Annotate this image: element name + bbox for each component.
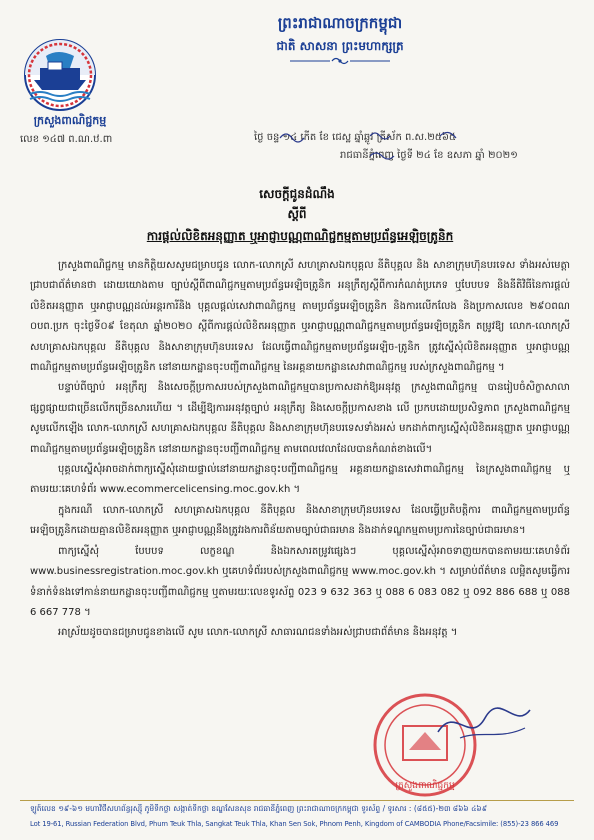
paragraph-6: អាស្រ័យដូចបានជម្រាបជូនខាងលើ សូម លោក-លោកស្រី សាធារណជនទាំងអស់ជ្រាបជាព័ត៌មាន និងអនុវត្ត ។ bbox=[58, 627, 458, 639]
paragraph-4: ក្នុងករណី លោក-លោកស្រី សហគ្រាសឯកបុគ្គល នីតិបុគ្គល និងសាខាក្រុមហ៊ុនបរទេស ដែលធ្វើប្រតិបត្តិការ ពាណិជ្ជកម្មតាមប្រព័ន្ធអេឡិចត្រូនិកដោយគ្មានលិខិតអនុញ្ញាត ឬអាជ្ញាបណ្ណនឹងត្រូវរងការពិន័យតាមច្បាប់ជាធរមាន និងដាក់ទណ្ឌកម្មតាមប្រការនៃច្បាប់ជាធរមាន។ bbox=[30, 504, 570, 537]
notice-body bbox=[30, 256, 570, 644]
ministry-name: ក្រសួងពាណិជ្ជកម្ម bbox=[33, 114, 107, 127]
paragraph-3: បុគ្គលស្នើសុំអាចដាក់ពាក្យស្នើសុំដោយផ្ទាល់នៅនាយកដ្ឋានចុះបញ្ជីពាណិជ្ជកម្ម អគ្គនាយកដ្ឋានសេវាពាណិជ្ជកម្ម នៃក្រសួងពាណិជ្ជកម្ម ឬតាមរយៈគេហទំព័រ www.ecommercelicensing.moc.gov.kh ។ bbox=[30, 464, 570, 496]
notice-title: សេចក្តីជូនដំណឹង bbox=[259, 187, 335, 201]
footer-address-english: Lot 19-61, Russian Federation Blvd, Phum Teuk Thla, Sangkat Teuk Thla, Khan Sen Sok, Phnom Penh, Kingdom of CAMBODIA Phone/Facsimile: (855)-23 866 469 bbox=[30, 820, 559, 828]
lunar-date: ថ្ងៃ ចន្ទ ១៤ កើត ខែ ជេស្ឋ ឆ្នាំឆ្លូវ ត្រីស័ក ព.ស.២៥៦៥ bbox=[254, 132, 457, 143]
paragraph-2: បន្ទាប់ពីច្បាប់ អនុក្រឹត្យ និងសេចក្តីប្រកាសរបស់ក្រសួងពាណិជ្ជកម្មបានប្រកាសដាក់ឱ្យអនុវត្ត ក្រសួងពាណិជ្ជកម្ម បានរៀបចំសិក្ខាសាលាផ្សព្វផ្សាយជាច្រើនលើកច្រើនសារហើយ ។ ដើម្បីឱ្យការអនុវត្តច្បាប់ អនុក្រឹត្យ និងសេចក្តីប្រកាសខាង លើ ប្រកបដោយប្រសិទ្ធភាព ក្រសួងពាណិជ្ជកម្មសូមលើកឡើង លោក-លោកស្រី សហគ្រាសឯកបុគ្គល នីតិបុគ្គល និងសាខាក្រុមហ៊ុនបរទេសទាំងអស់ មកដាក់ពាក្យស្នើសុំលិខិតអនុញ្ញាត ឬអាជ្ញាបណ្ណ ពាណិជ្ជកម្មតាមប្រព័ន្ធអេឡិចត្រូនិក នៅនាយកដ្ឋានចុះបញ្ជីពាណិជ្ជកម្ម តាមពេលវេលាដែលបានកំណត់ខាងលើ។ bbox=[30, 382, 570, 455]
ministry-logo-icon bbox=[20, 38, 100, 112]
reference-number: លេខ ១៤៧ ព.ណ.ឋ.ពា bbox=[20, 134, 113, 145]
ornament-divider-icon bbox=[290, 56, 390, 66]
paragraph-5: ពាក្យស្នើសុំ បែបបទ លក្ខខណ្ឌ និងឯកសារតម្រូវផ្សេងៗ បុគ្គលស្នើសុំអាចទាញយកបានតាមរយៈគេហទំព័រ www.businessregistration.moc.gov.kh ឬគេហទំព័ររបស់ក្រសួងពាណិជ្ជកម្ម www.moc.gov.kh ។ សម្រាប់ព័ត៌មាន លម្អិតសូមធ្វើការទំនាក់ទំនងទៅកាន់នាយកដ្ឋានចុះបញ្ជីពាណិជ្ជកម្ម ឬតាមរយៈលេខទូរស័ព្ទ 023 9 632 363 ឬ 088 6 083 082 ឬ 092 886 688 ឬ 088 6 667 778 ។ bbox=[30, 545, 570, 618]
seal-text: ក្រសួងពាណិជ្ជកម្ម bbox=[395, 781, 455, 791]
kingdom-title: ព្រះរាជាណាចក្រកម្ពុជា bbox=[277, 14, 403, 32]
signature-icon bbox=[430, 700, 540, 750]
footer-divider bbox=[20, 800, 574, 801]
notice-subject: ការផ្តល់លិខិតអនុញ្ញាត ឬអាជ្ញាបណ្ណពាណិជ្ជកម្មតាមប្រព័ន្ធអេឡិចត្រូនិក bbox=[146, 229, 454, 243]
solar-date: រាជធានីភ្នំពេញ ថ្ងៃទី ២៤ ខែ ឧសភា ឆ្នាំ ២០២១ bbox=[340, 150, 518, 161]
footer-address-khmer: ឡូត៍លេខ ១៩-៦១ មហាវិថីសហព័ន្ធរុស្ស៊ី ភូមិទឹកថ្លា សង្កាត់ទឹកថ្លា ខណ្ឌសែនសុខ រាជធានីភ្នំពេញ ព្រះរាជាណាចក្រកម្ពុជា ទូរស័ព្ទ / ទូរសារ : (៨៥៥)-២៣ ៨៦៦ ៤៦៩ bbox=[30, 804, 488, 813]
notice-subtitle: ស្តីពី bbox=[287, 207, 307, 221]
national-motto: ជាតិ សាសនា ព្រះមហាក្សត្រ bbox=[276, 39, 404, 53]
paragraph-1: ក្រសួងពាណិជ្ជកម្ម មានកិត្តិយសសូមជម្រាបជូន លោក-លោកស្រី សហគ្រាសឯកបុគ្គល នីតិបុគ្គល និង សាខាក្រុមហ៊ុនបរទេស ទាំងអស់មេត្តាជ្រាបជាព័ត៌មានថា ដោយយោងតាម ច្បាប់ស្តីពីពាណិជ្ជកម្មតាមប្រព័ន្ធអេឡិចត្រូនិក អនុក្រឹត្យស្តីពីការកំណត់ប្រភេទ ឬបែបបទ និងនីតិវិធីនៃការផ្តល់លិខិតអនុញ្ញាត ឬអាជ្ញាបណ្ណដល់អន្តរការីនិង បុគ្គលផ្តល់សេវាពាណិជ្ជកម្ម តាមប្រព័ន្ធអេឡិចត្រូនិក និងការលើកលែង និងប្រកាសលេខ ២៩០ពណ ០បព.ប្រក ចុះថ្ងៃទី០៩ ខែតុលា ឆ្នាំ២០២០ ស្តីពីការផ្តល់លិខិតអនុញ្ញាត ឬអាជ្ញាបណ្ណពាណិជ្ជកម្មតាមប្រព័ន្ធអេឡិចត្រូនិក តម្រូវឱ្យ លោក-លោកស្រី សហគ្រាសឯកបុគ្គល នីតិបុគ្គល និងសាខាក្រុមហ៊ុនបរទេស ដែលធ្វើពាណិជ្ជកម្មតាមប្រព័ន្ធអេឡិច-ត្រូនិក ត្រូវស្នើសុំលិខិតអនុញ្ញាត ឬអាជ្ញាបណ្ណពាណិជ្ជកម្មតាមប្រព័ន្ធអេឡិចត្រូនិក នៅនាយកដ្ឋានចុះបញ្ជីពាណិជ្ជកម្ម នៃអគ្គនាយកដ្ឋានសេវាពាណិជ្ជកម្ម របស់ក្រសួងពាណិជ្ជកម្ម ។ bbox=[30, 260, 570, 374]
handwritten-date-marks-icon bbox=[250, 126, 580, 166]
